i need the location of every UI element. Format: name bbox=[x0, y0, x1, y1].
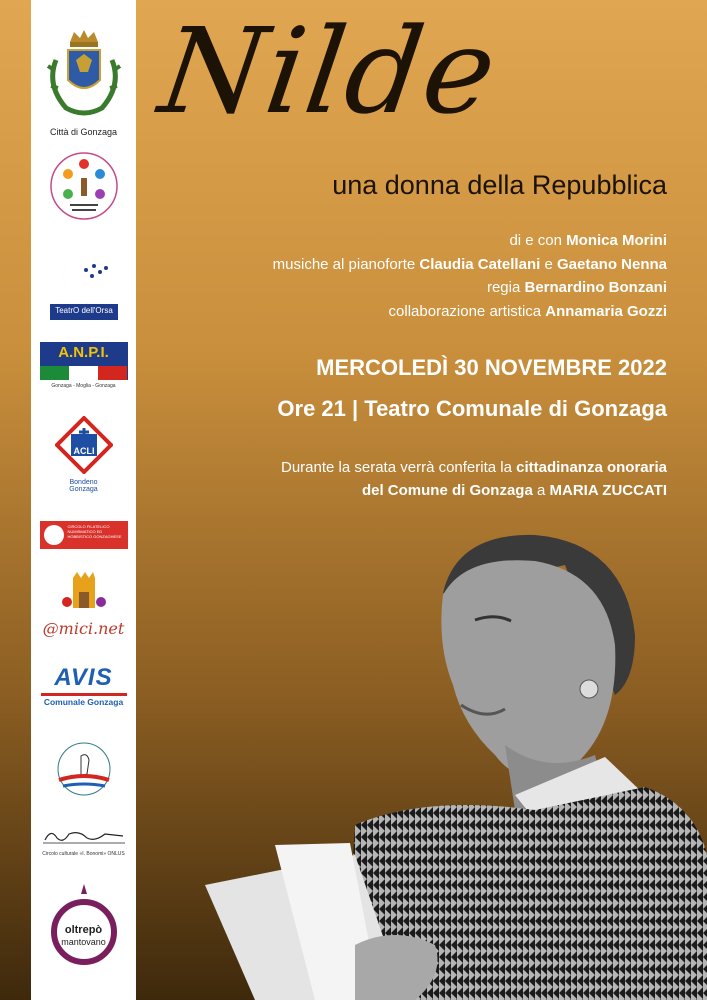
acli-caption-1: Bondeno bbox=[69, 479, 98, 486]
avis-text: AVIS bbox=[54, 664, 113, 691]
amici-text: @mici.net bbox=[42, 619, 125, 638]
acli-text: ACLI bbox=[73, 446, 95, 456]
credits-block bbox=[273, 229, 667, 323]
heron-circle-icon bbox=[51, 738, 117, 800]
anpi-text: A.N.P.I. bbox=[58, 344, 109, 361]
acli-diamond-icon bbox=[55, 416, 113, 474]
credit-line-4: collaborazione artistica Annamaria Gozzi bbox=[388, 302, 667, 320]
logo-avis bbox=[31, 664, 136, 707]
logo-caption-gonzaga: Città di Gonzaga bbox=[49, 127, 118, 137]
logo-mantova-circle bbox=[31, 738, 136, 805]
subtitle: una donna della Repubblica bbox=[332, 170, 667, 200]
logo-circolo-bonomi bbox=[31, 826, 136, 857]
event-place: Ore 21 | Teatro Comunale di Gonzaga bbox=[277, 396, 667, 421]
oltrepo-text-2: mantovano bbox=[61, 937, 106, 947]
logo-amici-net bbox=[31, 572, 136, 638]
filatelico-text: CIRCOLO FILATELICO NUMISMATICO ED HOBBISTICO GONZAGHESE bbox=[67, 524, 122, 539]
logo-ecosistema bbox=[31, 150, 136, 227]
coat-of-arms-icon bbox=[44, 30, 124, 122]
people-circle-icon bbox=[48, 150, 120, 222]
credit-line-2: musiche al pianoforte Claudia Catellani e Gaetano Nenna bbox=[272, 255, 667, 273]
acli-caption-2: Gonzaga bbox=[69, 486, 98, 493]
avis-caption: Comunale Gonzaga bbox=[43, 697, 124, 707]
logo-citta-gonzaga bbox=[31, 30, 136, 137]
logo-circolo-filatelico bbox=[31, 521, 136, 549]
signature-icon bbox=[39, 826, 129, 846]
honorary-note bbox=[281, 456, 667, 502]
oltrepo-text-1: oltrepò bbox=[64, 924, 103, 936]
event-date: MERCOLEDÌ 30 NOVEMBRE 2022 bbox=[316, 355, 667, 380]
bonomi-caption: Circolo culturale «I. Bonomi» ONLUS bbox=[42, 851, 125, 857]
title-script: Nilde bbox=[152, 2, 506, 140]
logo-caption-orsa: TeatrO dell'Orsa bbox=[55, 306, 113, 315]
note-line-2: del Comune di Gonzaga a MARIA ZUCCATI bbox=[361, 482, 667, 499]
logo-teatro-orsa bbox=[31, 250, 136, 325]
note-line-1: Durante la serata verrà conferita la cittadinanza onoraria bbox=[281, 459, 667, 476]
woman-portrait-photo bbox=[205, 525, 707, 1000]
sponsor-sidebar bbox=[31, 0, 136, 1000]
credit-line-1: di e con Monica Morini bbox=[509, 232, 667, 249]
castle-icon bbox=[59, 572, 109, 614]
logo-acli bbox=[31, 416, 136, 493]
anpi-caption: Gonzaga - Moglia - Gonzaga bbox=[51, 383, 116, 389]
credit-line-3: regia Bernardino Bonzani bbox=[486, 279, 667, 296]
logo-anpi bbox=[31, 342, 136, 389]
logo-oltrepo bbox=[31, 880, 136, 975]
